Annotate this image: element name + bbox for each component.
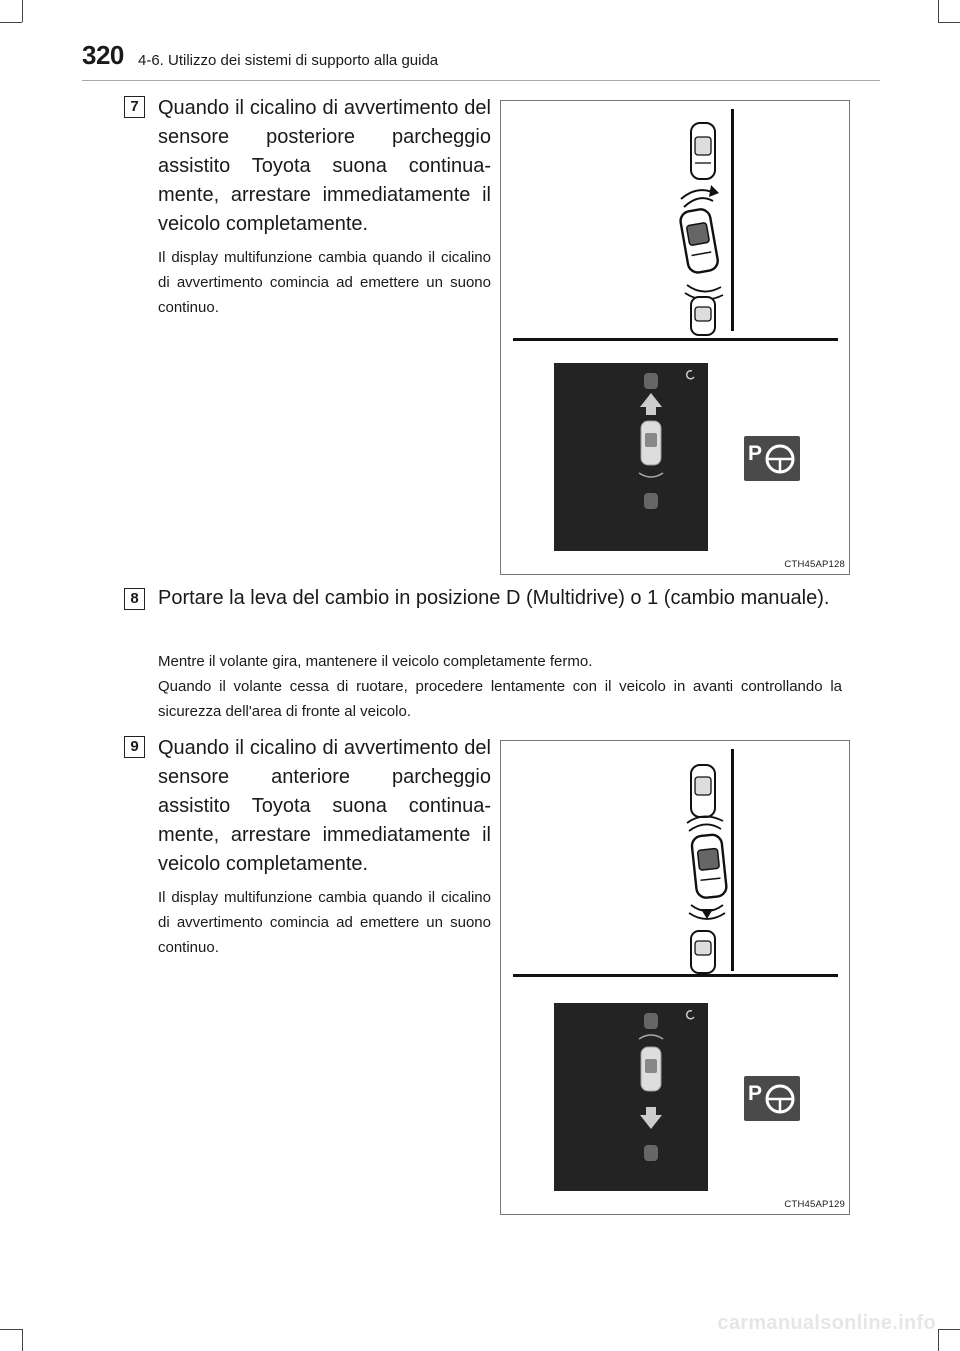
step-instruction: Quando il cicalino di avvertimento del sensore anteriore parcheggio assistito Toyota suona continua-mente, arrestare immediatamente il veicolo completamente. (158, 737, 491, 875)
svg-text:P: P (748, 442, 763, 465)
crop-mark (938, 22, 960, 23)
step-note: Mentre il volante gira, mantenere il veicolo completamente fermo. (158, 653, 593, 670)
figure-parking-front (500, 740, 850, 1215)
parking-assist-indicator (744, 1076, 800, 1121)
multi-info-display (554, 363, 708, 551)
parked-car-rear-icon (691, 931, 715, 973)
step-note: Il display multifunzione cambia quando il cicalino di avvertimento comincia ad emettere un suono continuo. (158, 889, 491, 956)
figure-parking-rear (500, 100, 850, 575)
step-note: Il display multifunzione cambia quando il cicalino di avvertimento comincia ad emettere un suono continuo. (158, 249, 491, 316)
parked-car-front-icon (691, 765, 715, 817)
crop-mark (22, 0, 23, 22)
page-number: 320 (82, 40, 124, 70)
p-steering-icon (744, 1076, 800, 1121)
parking-scene-illustration (501, 741, 849, 981)
crop-mark (938, 1329, 939, 1351)
maneuvering-car-icon (679, 208, 719, 274)
crop-mark (0, 1329, 22, 1330)
figure-code: CTH45AP129 (784, 1199, 845, 1210)
figure-divider (513, 974, 838, 977)
svg-text:P: P (748, 1082, 763, 1105)
crop-mark (938, 1329, 960, 1330)
step-number-badge: 7 (124, 96, 145, 118)
parking-assist-indicator (744, 436, 800, 481)
crop-mark (22, 1329, 23, 1351)
display-parking-guide (554, 1003, 708, 1191)
header-divider (82, 80, 880, 81)
crop-mark (0, 22, 22, 23)
figure-divider (513, 338, 838, 341)
parking-scene-illustration (501, 101, 849, 341)
p-steering-icon (744, 436, 800, 481)
watermark: carmanualsonline.info (717, 1312, 936, 1334)
multi-info-display (554, 1003, 708, 1191)
figure-code: CTH45AP128 (784, 559, 845, 570)
maneuvering-car-icon (691, 834, 727, 899)
step-instruction: Portare la leva del cambio in posizione D (Multidrive) o 1 (cambio manuale). (158, 587, 830, 609)
step-instruction: Quando il cicalino di avvertimento del sensore posteriore parcheggio assistito Toyota suona continua-mente, arrestare immediatamente il veicolo completamente. (158, 97, 491, 235)
crop-mark (938, 0, 939, 22)
section-title: 4-6. Utilizzo dei sistemi di supporto alla guida (138, 52, 439, 69)
display-parking-guide (554, 363, 708, 551)
parked-car-rear-icon (691, 297, 715, 335)
parked-car-front-icon (691, 123, 715, 179)
step-number-badge: 8 (124, 588, 145, 610)
step-number-badge: 9 (124, 736, 145, 758)
step-note: Quando il volante cessa di ruotare, procedere lentamente con il veicolo in avanti controllando la sicurezza dell'area di fronte al veicolo. (158, 678, 842, 720)
